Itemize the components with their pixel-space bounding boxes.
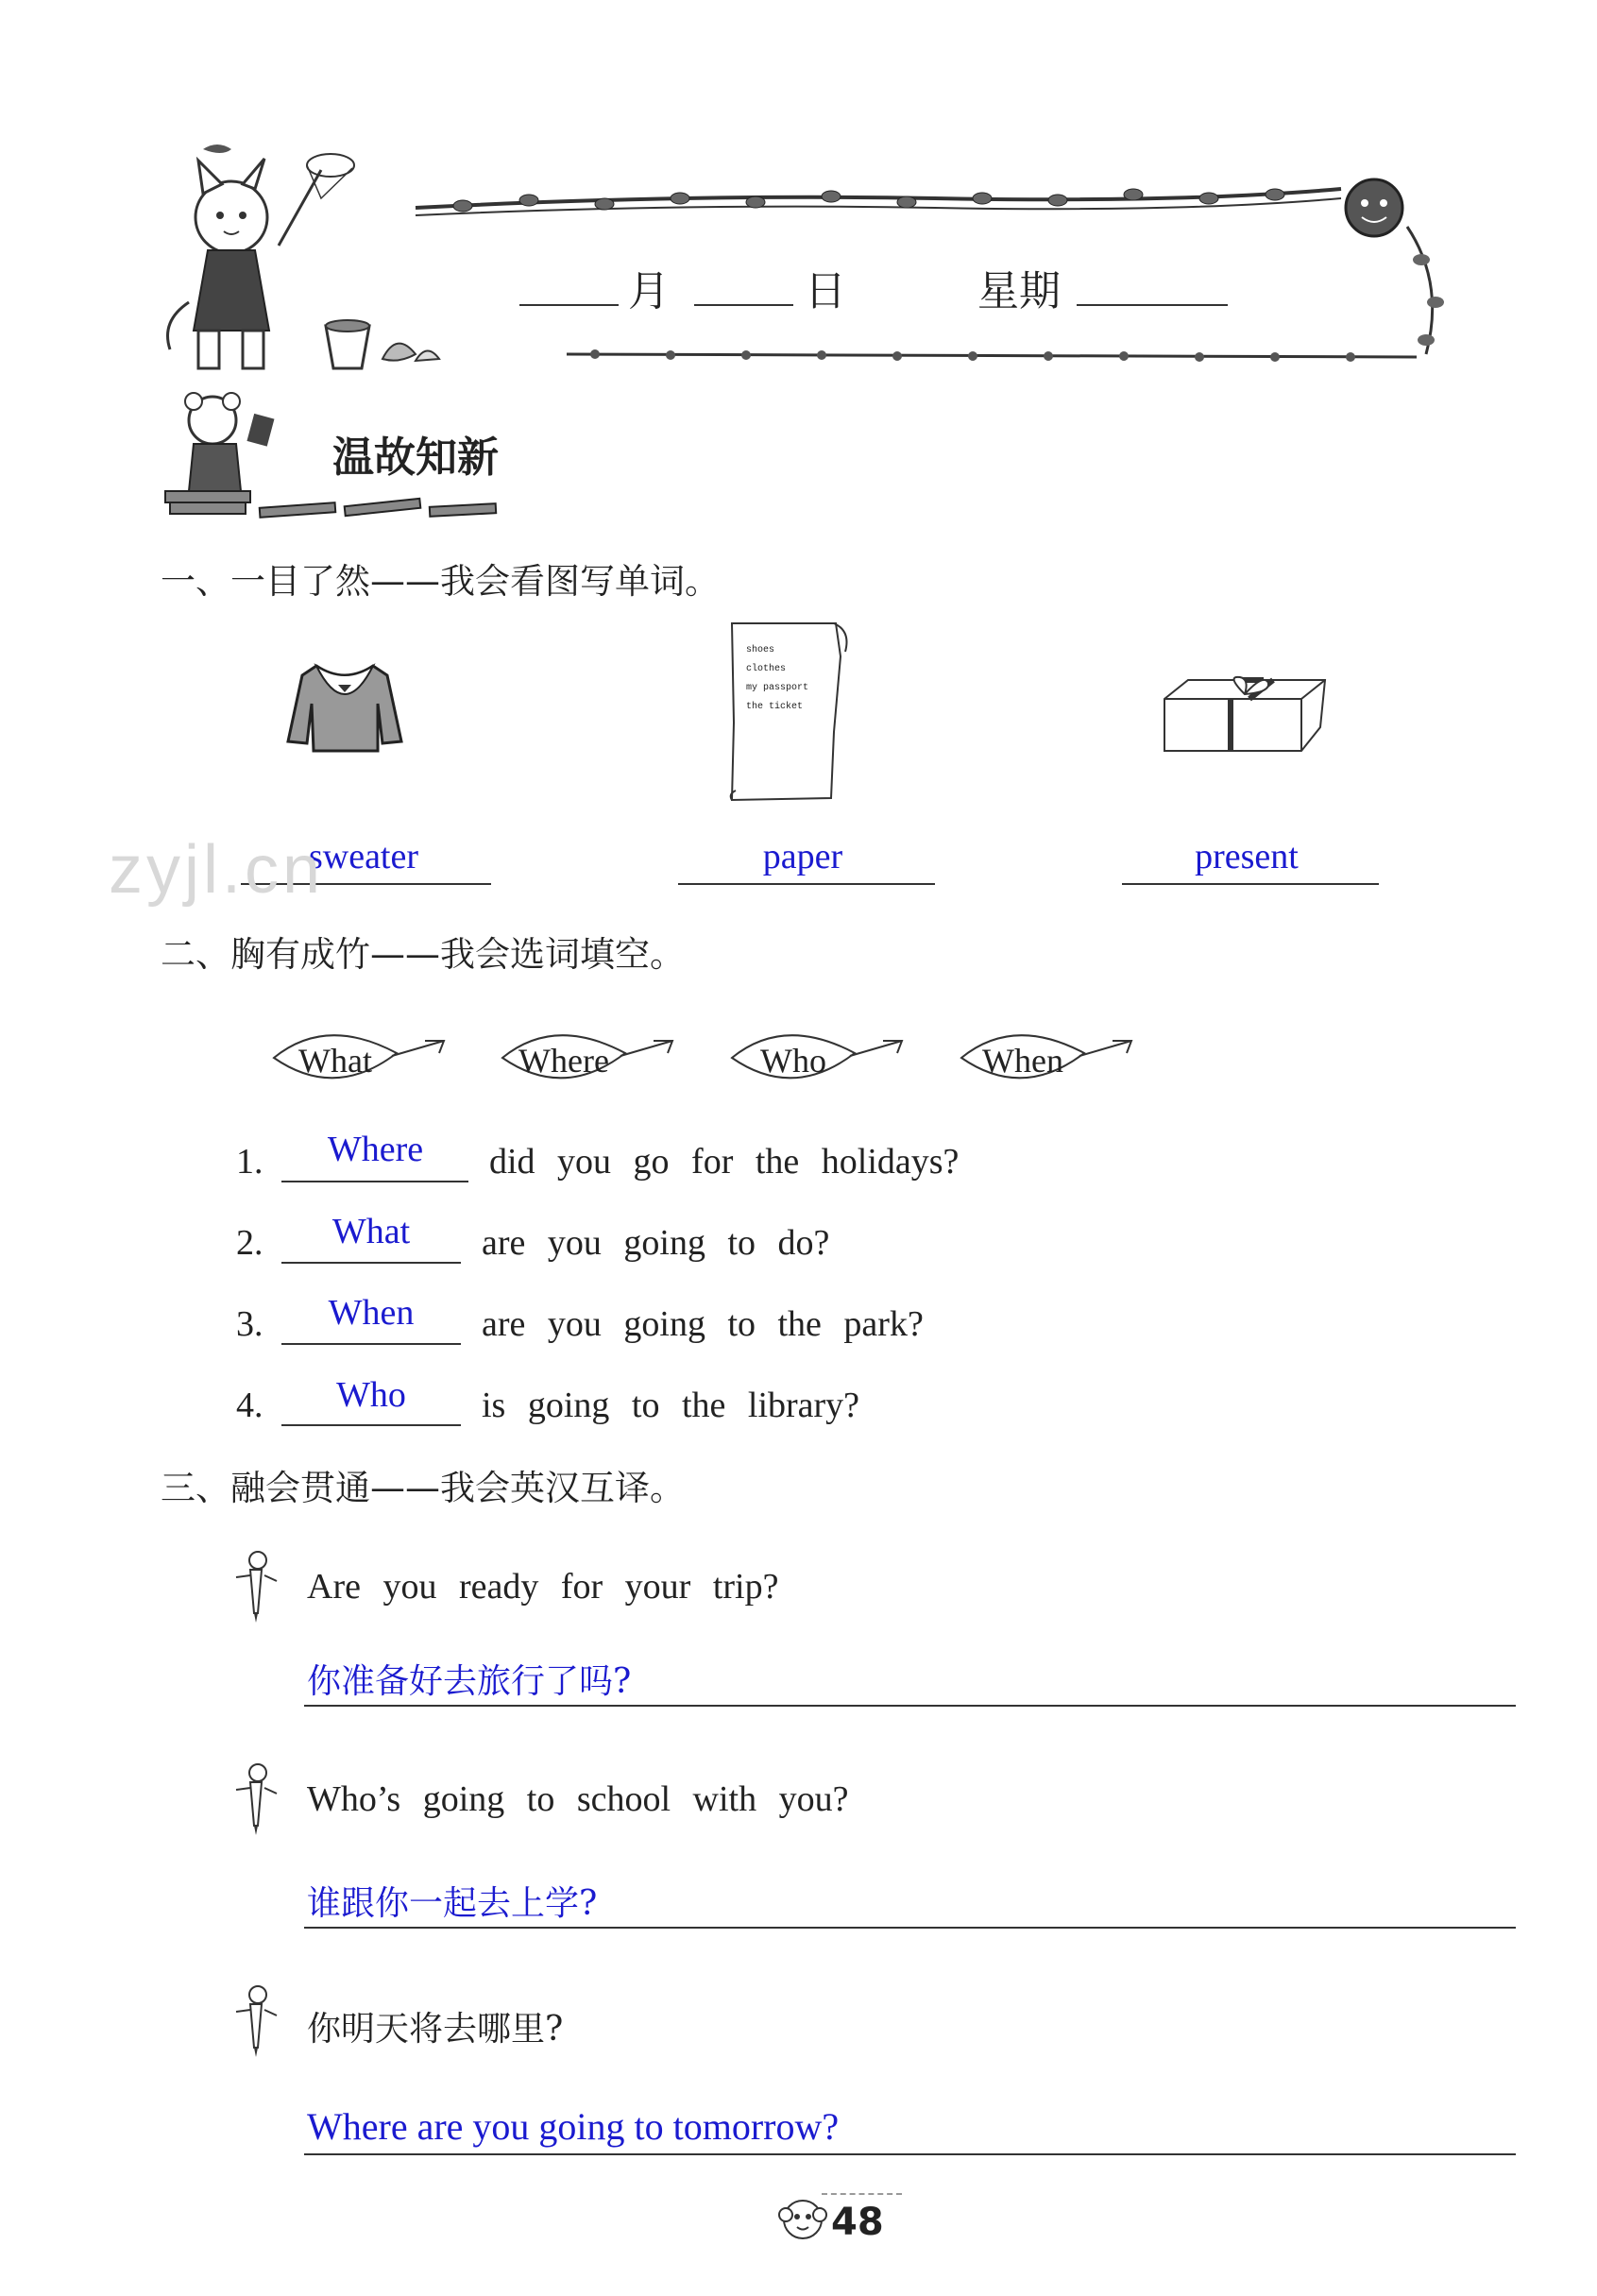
monkey-icon [774,2191,831,2248]
fill-answer: Who [336,1375,406,1415]
translate-question: 你明天将去哪里? [307,2010,564,2049]
day-blank[interactable] [694,304,793,306]
page-number-divider [822,2193,902,2195]
option-text: When [982,1042,1063,1080]
item-number: 2. [236,1223,263,1263]
option-text: Where [518,1042,609,1080]
translate-question: Are you ready for your trip? [307,1567,779,1607]
translate-answer: 谁跟你一起去上学? [307,1884,598,1923]
item-number: 3. [236,1304,263,1344]
fill-answer: What [331,1212,411,1251]
leaf-option-who [727,1020,907,1096]
paper-list-item: my passport [746,683,809,693]
translate-question: Who’s going to school with you? [307,1779,849,1819]
translate-answer: Where are you going to tomorrow? [307,2105,840,2148]
page-number: 48 [831,2201,884,2244]
month-blank[interactable] [519,304,619,306]
translate-blank[interactable] [304,2153,1516,2155]
item-text: is going to the library? [482,1386,860,1425]
sweater-image [283,656,406,756]
pencil-icon [231,1983,279,2059]
leaf-option-when [957,1020,1136,1096]
blank-2[interactable] [678,883,935,885]
pencil-icon [231,1761,279,1837]
item-text: did you go for the holidays? [489,1142,960,1182]
vine-border [406,170,1464,368]
answer-paper: paper [762,837,843,876]
weekday-blank[interactable] [1077,304,1228,306]
item-number: 1. [236,1142,263,1182]
option-text: What [298,1042,372,1080]
leaf-option-where [498,1020,677,1096]
answer-sweater: sweater [308,837,419,876]
item-text: are you going to the park? [482,1304,924,1344]
option-text: Who [760,1042,826,1080]
item-number: 4. [236,1386,263,1425]
answer-present: present [1195,837,1299,876]
present-image [1160,671,1330,756]
translate-answer: 你准备好去旅行了吗? [307,1662,632,1701]
translate-blank[interactable] [304,1705,1516,1707]
fill-answer: When [328,1293,415,1333]
month-label: 月 [628,267,670,315]
blank-3[interactable] [1122,883,1379,885]
weekday-label: 星期 [977,267,1061,315]
paper-list-item: the ticket [746,702,804,712]
paper-list-item: clothes [746,664,787,674]
fill-blank[interactable] [281,1424,461,1426]
fill-blank[interactable] [281,1262,461,1264]
paper-list-image [722,619,855,808]
item-text: are you going to do? [482,1223,830,1263]
section-title: 温故知新 [332,434,499,482]
fill-blank[interactable] [281,1343,461,1345]
day-label: 日 [805,267,846,315]
leaf-option-what [269,1020,449,1096]
watermark: zyjl.cn [109,832,325,908]
pencil-icon [231,1549,279,1624]
part2-heading: 二、胸有成竹——我会选词填空。 [161,934,685,975]
fill-blank[interactable] [281,1181,468,1182]
paper-list-item: shoes [746,645,775,655]
part3-heading: 三、融会贯通——我会英汉互译。 [161,1468,685,1508]
fill-answer: Where [327,1130,424,1169]
translate-blank[interactable] [304,1927,1516,1929]
part1-heading: 一、一目了然——我会看图写单词。 [161,561,720,602]
